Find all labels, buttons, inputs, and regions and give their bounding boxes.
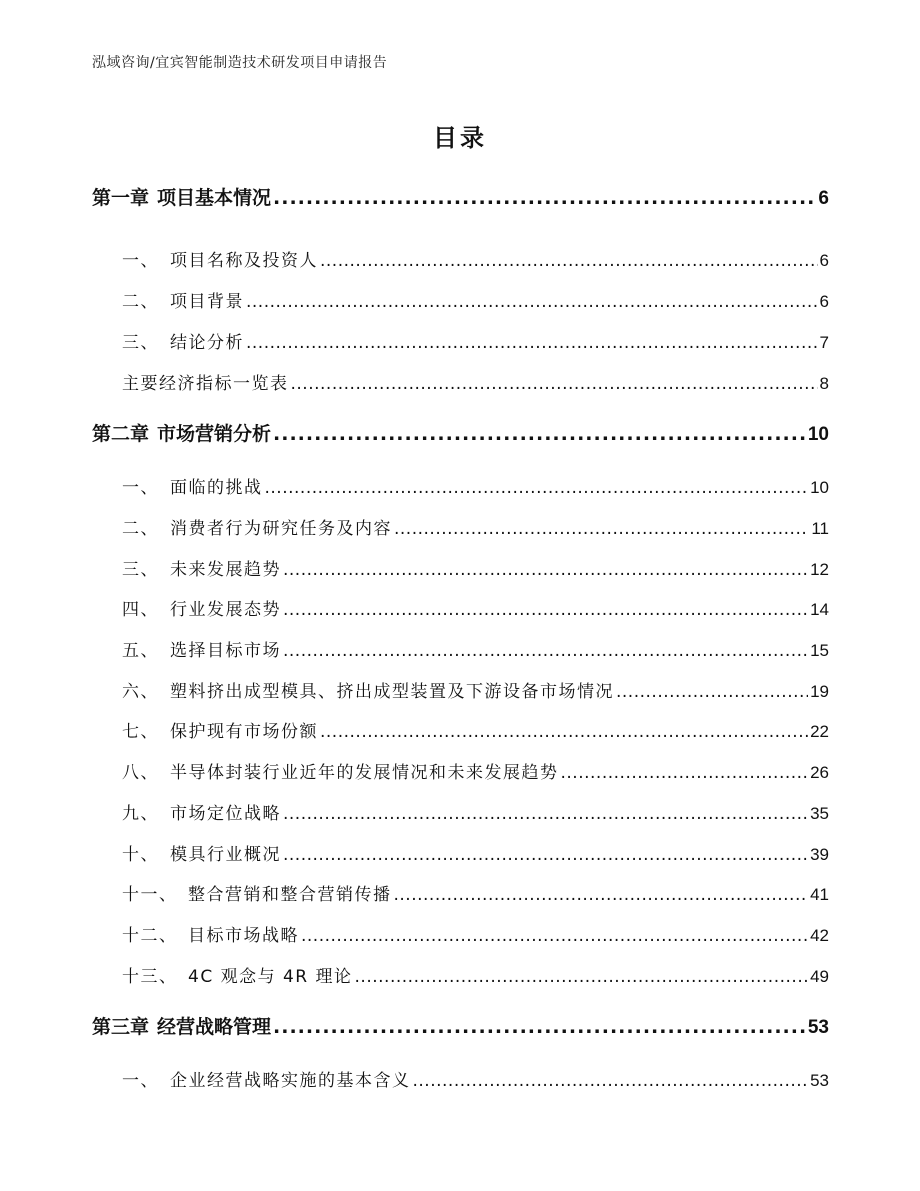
header-divider [92, 78, 828, 79]
toc-entry-number: 四、 [122, 600, 159, 620]
dot-leader [616, 682, 808, 702]
toc-entry-number: 第三章 [92, 1016, 150, 1038]
dot-leader [283, 641, 808, 661]
toc-entry-title: 项目名称及投资人 [170, 251, 318, 271]
toc-entry-page: 49 [810, 967, 829, 986]
toc-entry-page: 53 [807, 1017, 829, 1038]
toc-entry-title: 整合营销和整合营销传播 [188, 885, 392, 905]
toc-entry-section[interactable] [122, 555, 829, 580]
toc-entry-title: 项目基本情况 [157, 187, 272, 209]
toc-entry-title: 主要经济指标一览表 [122, 374, 289, 394]
toc-entry-section[interactable] [122, 799, 829, 824]
toc-entry-section[interactable] [122, 717, 829, 742]
toc-entry-number: 九、 [122, 804, 159, 824]
toc-entry-section[interactable] [122, 840, 829, 865]
dot-leader [301, 926, 808, 946]
toc-entry-number: 三、 [122, 333, 159, 353]
toc-entry-chapter[interactable] [92, 419, 829, 446]
dot-leader [291, 374, 818, 394]
toc-entry-title: 经营战略管理 [157, 1016, 272, 1038]
toc-entry-number: 第一章 [92, 187, 150, 209]
page-header: 泓域咨询/宜宾智能制造技术研发项目申请报告 [92, 55, 388, 71]
toc-entry-number: 三、 [122, 560, 159, 580]
toc-entry-number: 十二、 [122, 926, 178, 946]
toc-entry-number: 一、 [122, 478, 159, 498]
toc-entry-title: 面临的挑战 [170, 478, 263, 498]
toc-entry-page: 35 [810, 804, 829, 823]
toc-entry-page: 12 [810, 560, 829, 579]
toc-entry-page: 22 [810, 722, 829, 741]
toc-entry-number: 七、 [122, 722, 159, 742]
toc-entry-page: 53 [810, 1071, 829, 1090]
toc-entry-page: 14 [810, 600, 829, 619]
toc-entry-section[interactable] [122, 880, 829, 905]
toc-entry-number: 十三、 [122, 967, 178, 987]
toc-entry-title: 塑料挤出成型模具、挤出成型装置及下游设备市场情况 [170, 682, 614, 702]
toc-entry-section[interactable] [122, 677, 829, 702]
toc-entry-section[interactable] [122, 328, 829, 353]
toc-entry-number: 八、 [122, 763, 159, 783]
dot-leader [283, 560, 808, 580]
toc-entry-title: 结论分析 [170, 333, 244, 353]
toc-entry-title: 消费者行为研究任务及内容 [170, 519, 392, 539]
toc-entry-section[interactable] [122, 473, 829, 498]
toc-entry-section[interactable] [122, 962, 829, 987]
toc-entry-number: 二、 [122, 519, 159, 539]
toc-entry-page: 41 [810, 885, 829, 904]
toc-entry-page: 6 [819, 251, 829, 270]
toc-entry-chapter[interactable] [92, 1012, 829, 1039]
toc-entry-page: 11 [811, 519, 829, 538]
toc-entry-title: 4C 观念与 4R 理论 [188, 967, 353, 987]
dot-leader [283, 804, 808, 824]
toc-entry-page: 7 [819, 333, 829, 352]
toc-entry-title: 企业经营战略实施的基本含义 [170, 1071, 411, 1091]
toc-entry-title: 目标市场战略 [188, 926, 299, 946]
dot-leader [273, 187, 816, 209]
toc-entry-page: 10 [810, 478, 829, 497]
toc-entry-title: 市场定位战略 [170, 804, 281, 824]
dot-leader [320, 722, 808, 742]
toc-entry-number: 第二章 [92, 423, 150, 445]
toc-entry-title: 项目背景 [170, 292, 244, 312]
toc-entry-page: 26 [810, 763, 829, 782]
dot-leader [246, 292, 818, 312]
toc-entry-page: 19 [810, 682, 829, 701]
toc-entry-section[interactable] [122, 246, 829, 271]
toc-entry-title: 半导体封装行业近年的发展情况和未来发展趋势 [170, 763, 559, 783]
toc-entry-section[interactable] [122, 1066, 829, 1091]
dot-leader [283, 600, 808, 620]
toc-entry-number: 二、 [122, 292, 159, 312]
toc-entry-number: 一、 [122, 251, 159, 271]
toc-entry-page: 8 [819, 374, 829, 393]
toc-entry-number: 一、 [122, 1071, 159, 1091]
dot-leader [394, 519, 809, 539]
toc-entry-page: 15 [810, 641, 829, 660]
toc-entry-number: 六、 [122, 682, 159, 702]
toc-entry-title: 模具行业概况 [170, 845, 281, 865]
dot-leader [273, 1016, 806, 1038]
dot-leader [265, 478, 809, 498]
toc-entry-title: 市场营销分析 [157, 423, 272, 445]
toc-entry-page: 39 [810, 845, 829, 864]
dot-leader [320, 251, 818, 271]
toc-entry-section[interactable] [122, 921, 829, 946]
toc-entry-section[interactable] [122, 369, 829, 394]
dot-leader [394, 885, 809, 905]
dot-leader [355, 967, 809, 987]
toc-entry-section[interactable] [122, 636, 829, 661]
toc-entry-title: 未来发展趋势 [170, 560, 281, 580]
dot-leader [283, 845, 808, 865]
toc-entry-number: 五、 [122, 641, 159, 661]
toc-entry-page: 6 [819, 292, 829, 311]
toc-entry-page: 6 [818, 188, 829, 209]
toc-entry-title: 行业发展态势 [170, 600, 281, 620]
toc-entry-number: 十、 [122, 845, 159, 865]
toc-entry-section[interactable] [122, 287, 829, 312]
toc-entry-page: 10 [807, 424, 829, 445]
dot-leader [273, 423, 806, 445]
toc-entry-page: 42 [810, 926, 829, 945]
toc-entry-section[interactable] [122, 595, 829, 620]
toc-entry-number: 十一、 [122, 885, 178, 905]
toc-entry-chapter[interactable] [92, 183, 829, 210]
dot-leader [561, 763, 809, 783]
toc-entry-title: 选择目标市场 [170, 641, 281, 661]
dot-leader [413, 1071, 809, 1091]
toc-title: 目录 [433, 124, 487, 152]
toc-entry-section[interactable] [122, 758, 829, 783]
dot-leader [246, 333, 818, 353]
toc-entry-title: 保护现有市场份额 [170, 722, 318, 742]
toc-entry-section[interactable] [122, 514, 829, 539]
